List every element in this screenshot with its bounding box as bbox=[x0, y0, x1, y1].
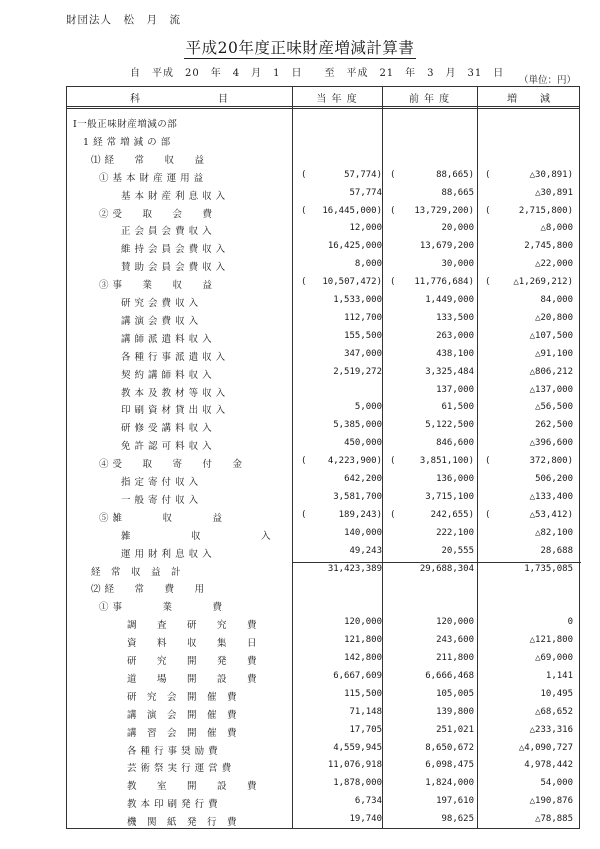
row-value-change: 0 bbox=[567, 617, 573, 628]
header-current-year: 当 年 度 bbox=[316, 94, 358, 105]
row-value-current: 8,000 bbox=[354, 259, 382, 270]
table-row bbox=[67, 776, 581, 794]
row-value-current: 11,076,918 bbox=[327, 760, 382, 771]
row-label: ⑵ 経 常 費 用 bbox=[91, 584, 205, 596]
table-row bbox=[67, 633, 581, 651]
row-label: 印 刷 資 材 貸 出 収 入 bbox=[121, 405, 226, 417]
row-value-current: 120,000 bbox=[344, 617, 382, 628]
table-row bbox=[67, 347, 581, 365]
row-value-change: △190,876 bbox=[529, 796, 573, 807]
row-value-previous: 438,100 bbox=[436, 348, 474, 359]
row-label: 基 本 財 産 利 息 収 入 bbox=[121, 190, 226, 202]
row-value-change: △133,400 bbox=[529, 491, 573, 502]
table-row bbox=[67, 150, 581, 168]
subtotal-rule bbox=[292, 562, 581, 563]
table-row bbox=[67, 132, 581, 150]
row-value-current: 115,500 bbox=[344, 688, 382, 699]
row-value-previous: 1,449,000 bbox=[425, 295, 474, 305]
row-label: 講 習 会 開 催 費 bbox=[127, 727, 238, 739]
row-value-current: 142,800 bbox=[344, 653, 382, 663]
open-paren: ( bbox=[301, 456, 307, 467]
table-row bbox=[67, 454, 581, 472]
row-label: 各 種 行 事 奨 励 費 bbox=[127, 745, 219, 757]
row-value-current: 121,800 bbox=[344, 635, 382, 646]
row-value-current: 6,734 bbox=[354, 796, 382, 807]
organization-name: 財団法人 松 月 流 bbox=[66, 14, 181, 26]
table-row bbox=[67, 687, 581, 705]
table-row bbox=[67, 418, 581, 436]
row-value-current: 49,243 bbox=[349, 545, 382, 556]
row-value-previous: 222,100 bbox=[436, 527, 474, 538]
document-title bbox=[0, 36, 600, 58]
row-label: 運 用 財 利 息 収 入 bbox=[121, 548, 213, 560]
row-label: 資 料 収 集 日 bbox=[127, 638, 258, 650]
row-value-previous: 29,688,304 bbox=[419, 563, 474, 574]
open-paren: ( bbox=[485, 456, 491, 467]
row-label: 機 関 紙 発 行 費 bbox=[127, 817, 238, 829]
row-value-change: △1,269,212) bbox=[513, 277, 573, 288]
row-value-change: 28,688 bbox=[540, 545, 573, 556]
row-value-previous: 6,666,468 bbox=[425, 670, 474, 681]
row-value-change: △806,212 bbox=[529, 366, 573, 377]
row-value-change: 4,978,442 bbox=[524, 760, 573, 771]
row-label: 道 場 開 設 費 bbox=[127, 673, 258, 685]
row-value-change: △4,090,727 bbox=[518, 742, 573, 753]
row-value-change: 506,200 bbox=[535, 474, 573, 484]
row-value-current: 3,581,700 bbox=[333, 491, 382, 502]
table-row bbox=[67, 383, 581, 401]
table-row bbox=[67, 293, 581, 311]
row-label: 講 演 会 開 催 費 bbox=[127, 709, 238, 721]
open-paren: ( bbox=[485, 277, 491, 288]
row-value-previous: 30,000 bbox=[441, 259, 474, 270]
row-label: 芸 術 祭 実 行 運 営 費 bbox=[127, 763, 232, 775]
row-value-current: 112,700 bbox=[344, 312, 382, 323]
row-value-change: 10,495 bbox=[540, 688, 573, 699]
open-paren: ( bbox=[390, 277, 396, 288]
row-value-previous: 3,715,100 bbox=[425, 491, 474, 502]
row-value-current: 2,519,272 bbox=[333, 366, 382, 377]
row-value-current: 140,000 bbox=[344, 527, 382, 538]
row-label: ① 事 業 費 bbox=[99, 602, 223, 614]
table-row bbox=[67, 741, 581, 759]
row-label: 研 究 開 発 費 bbox=[127, 656, 258, 667]
row-value-current: 6,667,609 bbox=[333, 670, 382, 681]
row-value-change: △396,600 bbox=[529, 438, 573, 449]
row-value-change: 84,000 bbox=[540, 295, 573, 305]
header-line bbox=[67, 106, 579, 107]
fiscal-period: 自 平成 20 年 4 月 1 日 至 平成 21 年 3 月 31 日 bbox=[130, 68, 505, 79]
table-row bbox=[67, 615, 581, 633]
open-paren: ( bbox=[390, 456, 396, 467]
row-label: 賛 助 会 員 会 費 収 入 bbox=[121, 262, 226, 274]
row-value-current: 4,559,945 bbox=[333, 742, 382, 753]
row-value-change: △69,000 bbox=[535, 653, 573, 663]
table-row bbox=[67, 329, 581, 347]
row-value-previous: 61,500 bbox=[441, 402, 474, 413]
table-row bbox=[67, 669, 581, 687]
table-row bbox=[67, 436, 581, 454]
row-value-previous: 3,851,100) bbox=[419, 456, 474, 467]
row-value-previous: 1,824,000 bbox=[425, 778, 474, 789]
row-value-previous: 20,000 bbox=[441, 223, 474, 234]
row-value-change: △30,891) bbox=[529, 169, 573, 180]
table-row bbox=[67, 239, 581, 257]
row-value-current: 5,385,000 bbox=[333, 420, 382, 431]
row-value-current: 16,445,000) bbox=[322, 205, 382, 216]
row-value-change: 1,141 bbox=[545, 670, 573, 681]
row-label: 研 究 会 開 催 費 bbox=[127, 691, 238, 703]
row-label: 講 師 派 遣 料 収 入 bbox=[121, 333, 213, 345]
row-value-previous: 20,555 bbox=[441, 545, 474, 556]
open-paren: ( bbox=[390, 509, 396, 520]
row-value-previous: 136,000 bbox=[436, 474, 474, 484]
table-row bbox=[67, 400, 581, 418]
table-row bbox=[67, 221, 581, 239]
header-double-line bbox=[67, 108, 579, 109]
row-value-current: 57,774 bbox=[349, 187, 382, 198]
row-value-current: 5,000 bbox=[354, 402, 382, 413]
row-label: ④ 受 取 寄 付 金 bbox=[99, 459, 243, 471]
row-value-change: △30,891 bbox=[535, 187, 573, 198]
row-label: 一 般 寄 付 収 入 bbox=[121, 494, 199, 506]
row-value-previous: 251,021 bbox=[436, 724, 474, 735]
table-row bbox=[67, 508, 581, 526]
row-value-change: 1,735,085 bbox=[524, 563, 573, 574]
row-value-previous: 243,600 bbox=[436, 635, 474, 646]
table-row bbox=[67, 275, 581, 293]
row-value-current: 10,507,472) bbox=[322, 277, 382, 288]
row-value-current: 155,500 bbox=[344, 330, 382, 341]
table-row bbox=[67, 311, 581, 329]
row-value-change: 2,715,800) bbox=[518, 205, 573, 216]
table-row bbox=[67, 490, 581, 508]
row-label: ③ 事 業 収 益 bbox=[99, 280, 213, 292]
row-value-current: 57,774) bbox=[344, 169, 382, 180]
row-value-previous: 13,679,200 bbox=[419, 241, 474, 252]
open-paren: ( bbox=[485, 205, 491, 216]
row-label: 調 査 研 究 費 bbox=[127, 620, 258, 632]
row-value-change: △107,500 bbox=[529, 330, 573, 341]
row-value-change: 2,745,800 bbox=[524, 241, 573, 252]
table-row bbox=[67, 705, 581, 723]
row-value-current: 16,425,000 bbox=[327, 241, 382, 252]
row-label: 教 本 及 教 材 等 収 入 bbox=[121, 387, 226, 399]
row-label: 契 約 講 師 料 収 入 bbox=[121, 369, 213, 381]
table-row bbox=[67, 794, 581, 812]
row-value-previous: 88,665) bbox=[436, 169, 474, 180]
row-value-previous: 846,600 bbox=[436, 438, 474, 449]
table-row bbox=[67, 114, 581, 132]
table-row bbox=[67, 597, 581, 615]
table-row bbox=[67, 651, 581, 669]
table-row bbox=[67, 365, 581, 383]
row-value-change: 262,500 bbox=[535, 420, 573, 431]
open-paren: ( bbox=[301, 277, 307, 288]
row-value-current: 347,000 bbox=[344, 348, 382, 359]
table-row bbox=[67, 204, 581, 222]
row-label: 免 許 認 可 料 収 入 bbox=[121, 441, 213, 453]
row-label: 教 本 印 刷 発 行 費 bbox=[127, 799, 219, 811]
row-label: ⑴ 経 常 収 益 bbox=[91, 154, 205, 166]
row-value-change: 372,800) bbox=[529, 456, 573, 467]
row-value-change: △68,652 bbox=[535, 706, 573, 717]
row-value-current: 71,148 bbox=[349, 706, 382, 717]
row-label: 雑 収 入 bbox=[121, 530, 272, 542]
row-value-previous: 5,122,500 bbox=[425, 420, 474, 431]
row-value-previous: 120,000 bbox=[436, 617, 474, 628]
row-label: ① 基 本 財 産 運 用 益 bbox=[99, 172, 204, 184]
row-value-current: 1,533,000 bbox=[333, 295, 382, 305]
row-value-previous: 88,665 bbox=[441, 187, 474, 198]
header-item: 科 目 bbox=[130, 94, 229, 105]
row-value-previous: 11,776,684) bbox=[414, 277, 474, 288]
currency-unit: （単位：円） bbox=[518, 75, 576, 86]
table-row bbox=[67, 579, 581, 597]
header-previous-year: 前 年 度 bbox=[408, 94, 451, 105]
open-paren: ( bbox=[390, 205, 396, 216]
row-value-current: 12,000 bbox=[349, 223, 382, 234]
row-value-current: 189,243) bbox=[338, 509, 382, 520]
table-row bbox=[67, 544, 581, 562]
row-value-change: △56,500 bbox=[535, 402, 573, 413]
row-value-previous: 242,655) bbox=[430, 509, 474, 520]
row-value-current: 17,705 bbox=[349, 724, 382, 735]
row-value-current: 642,200 bbox=[344, 474, 382, 484]
row-label: ⑤ 雑 収 益 bbox=[99, 512, 223, 524]
table-row bbox=[67, 168, 581, 186]
open-paren: ( bbox=[485, 169, 491, 180]
row-value-change: △121,800 bbox=[529, 635, 573, 646]
statement-table bbox=[66, 86, 580, 829]
row-value-change: △8,000 bbox=[540, 223, 573, 234]
row-label: ② 受 取 会 費 bbox=[99, 208, 213, 220]
row-label: Ⅰ一般正味財産増減の部 bbox=[73, 119, 178, 130]
row-label: 各 種 行 事 派 遣 収 入 bbox=[121, 351, 226, 363]
header-change: 増 減 bbox=[507, 94, 551, 105]
row-value-current: 19,740 bbox=[349, 814, 382, 825]
row-value-change: △53,412) bbox=[529, 509, 573, 520]
row-label: 講 演 会 費 収 入 bbox=[121, 315, 199, 327]
table-row bbox=[67, 812, 581, 830]
row-value-previous: 105,005 bbox=[436, 688, 474, 699]
row-value-previous: 98,625 bbox=[441, 814, 474, 825]
row-value-change: △78,885 bbox=[535, 814, 573, 825]
row-value-change: △137,000 bbox=[529, 384, 573, 395]
row-value-change: △233,316 bbox=[529, 724, 573, 735]
row-value-current: 1,878,000 bbox=[333, 778, 382, 789]
table-row bbox=[67, 758, 581, 776]
open-paren: ( bbox=[301, 205, 307, 216]
row-value-previous: 8,650,672 bbox=[425, 742, 474, 753]
row-value-previous: 13,729,200) bbox=[414, 205, 474, 216]
table-row bbox=[67, 472, 581, 490]
row-label: 教 室 開 設 費 bbox=[127, 781, 258, 793]
row-label: 研 修 受 講 料 収 入 bbox=[121, 423, 213, 435]
row-value-previous: 211,800 bbox=[436, 653, 474, 663]
row-value-current: 450,000 bbox=[344, 438, 382, 449]
table-row bbox=[67, 562, 581, 580]
open-paren: ( bbox=[485, 509, 491, 520]
open-paren: ( bbox=[390, 169, 396, 180]
row-label: 1 経 常 増 減 の 部 bbox=[83, 136, 171, 148]
row-value-change: 54,000 bbox=[540, 778, 573, 789]
row-value-change: △82,100 bbox=[535, 527, 573, 538]
row-value-previous: 133,500 bbox=[436, 312, 474, 323]
row-label: 研 究 会 費 収 入 bbox=[121, 298, 199, 309]
open-paren: ( bbox=[301, 509, 307, 520]
title-text: 平成20年度正味財産増減計算書 bbox=[185, 39, 415, 57]
row-value-change: △22,000 bbox=[535, 259, 573, 270]
row-value-previous: 3,325,484 bbox=[425, 366, 474, 377]
row-value-previous: 139,800 bbox=[436, 706, 474, 717]
table-row bbox=[67, 186, 581, 204]
row-label: 指 定 寄 付 収 入 bbox=[121, 477, 199, 488]
row-label: 維 持 会 員 会 費 収 入 bbox=[121, 244, 226, 256]
open-paren: ( bbox=[301, 169, 307, 180]
row-label: 正 会 員 会 費 収 入 bbox=[121, 226, 213, 238]
row-value-previous: 6,098,475 bbox=[425, 760, 474, 771]
row-value-change: △91,100 bbox=[535, 348, 573, 359]
row-label: 経 常 収 益 計 bbox=[91, 566, 182, 578]
row-value-current: 31,423,389 bbox=[327, 563, 382, 574]
table-row bbox=[67, 723, 581, 741]
row-value-change: △20,800 bbox=[535, 312, 573, 323]
table-row bbox=[67, 526, 581, 544]
row-value-current: 4,223,900) bbox=[327, 456, 382, 467]
row-value-previous: 197,610 bbox=[436, 796, 474, 807]
row-value-previous: 137,000 bbox=[436, 384, 474, 395]
table-row bbox=[67, 257, 581, 275]
row-value-previous: 263,000 bbox=[436, 330, 474, 341]
